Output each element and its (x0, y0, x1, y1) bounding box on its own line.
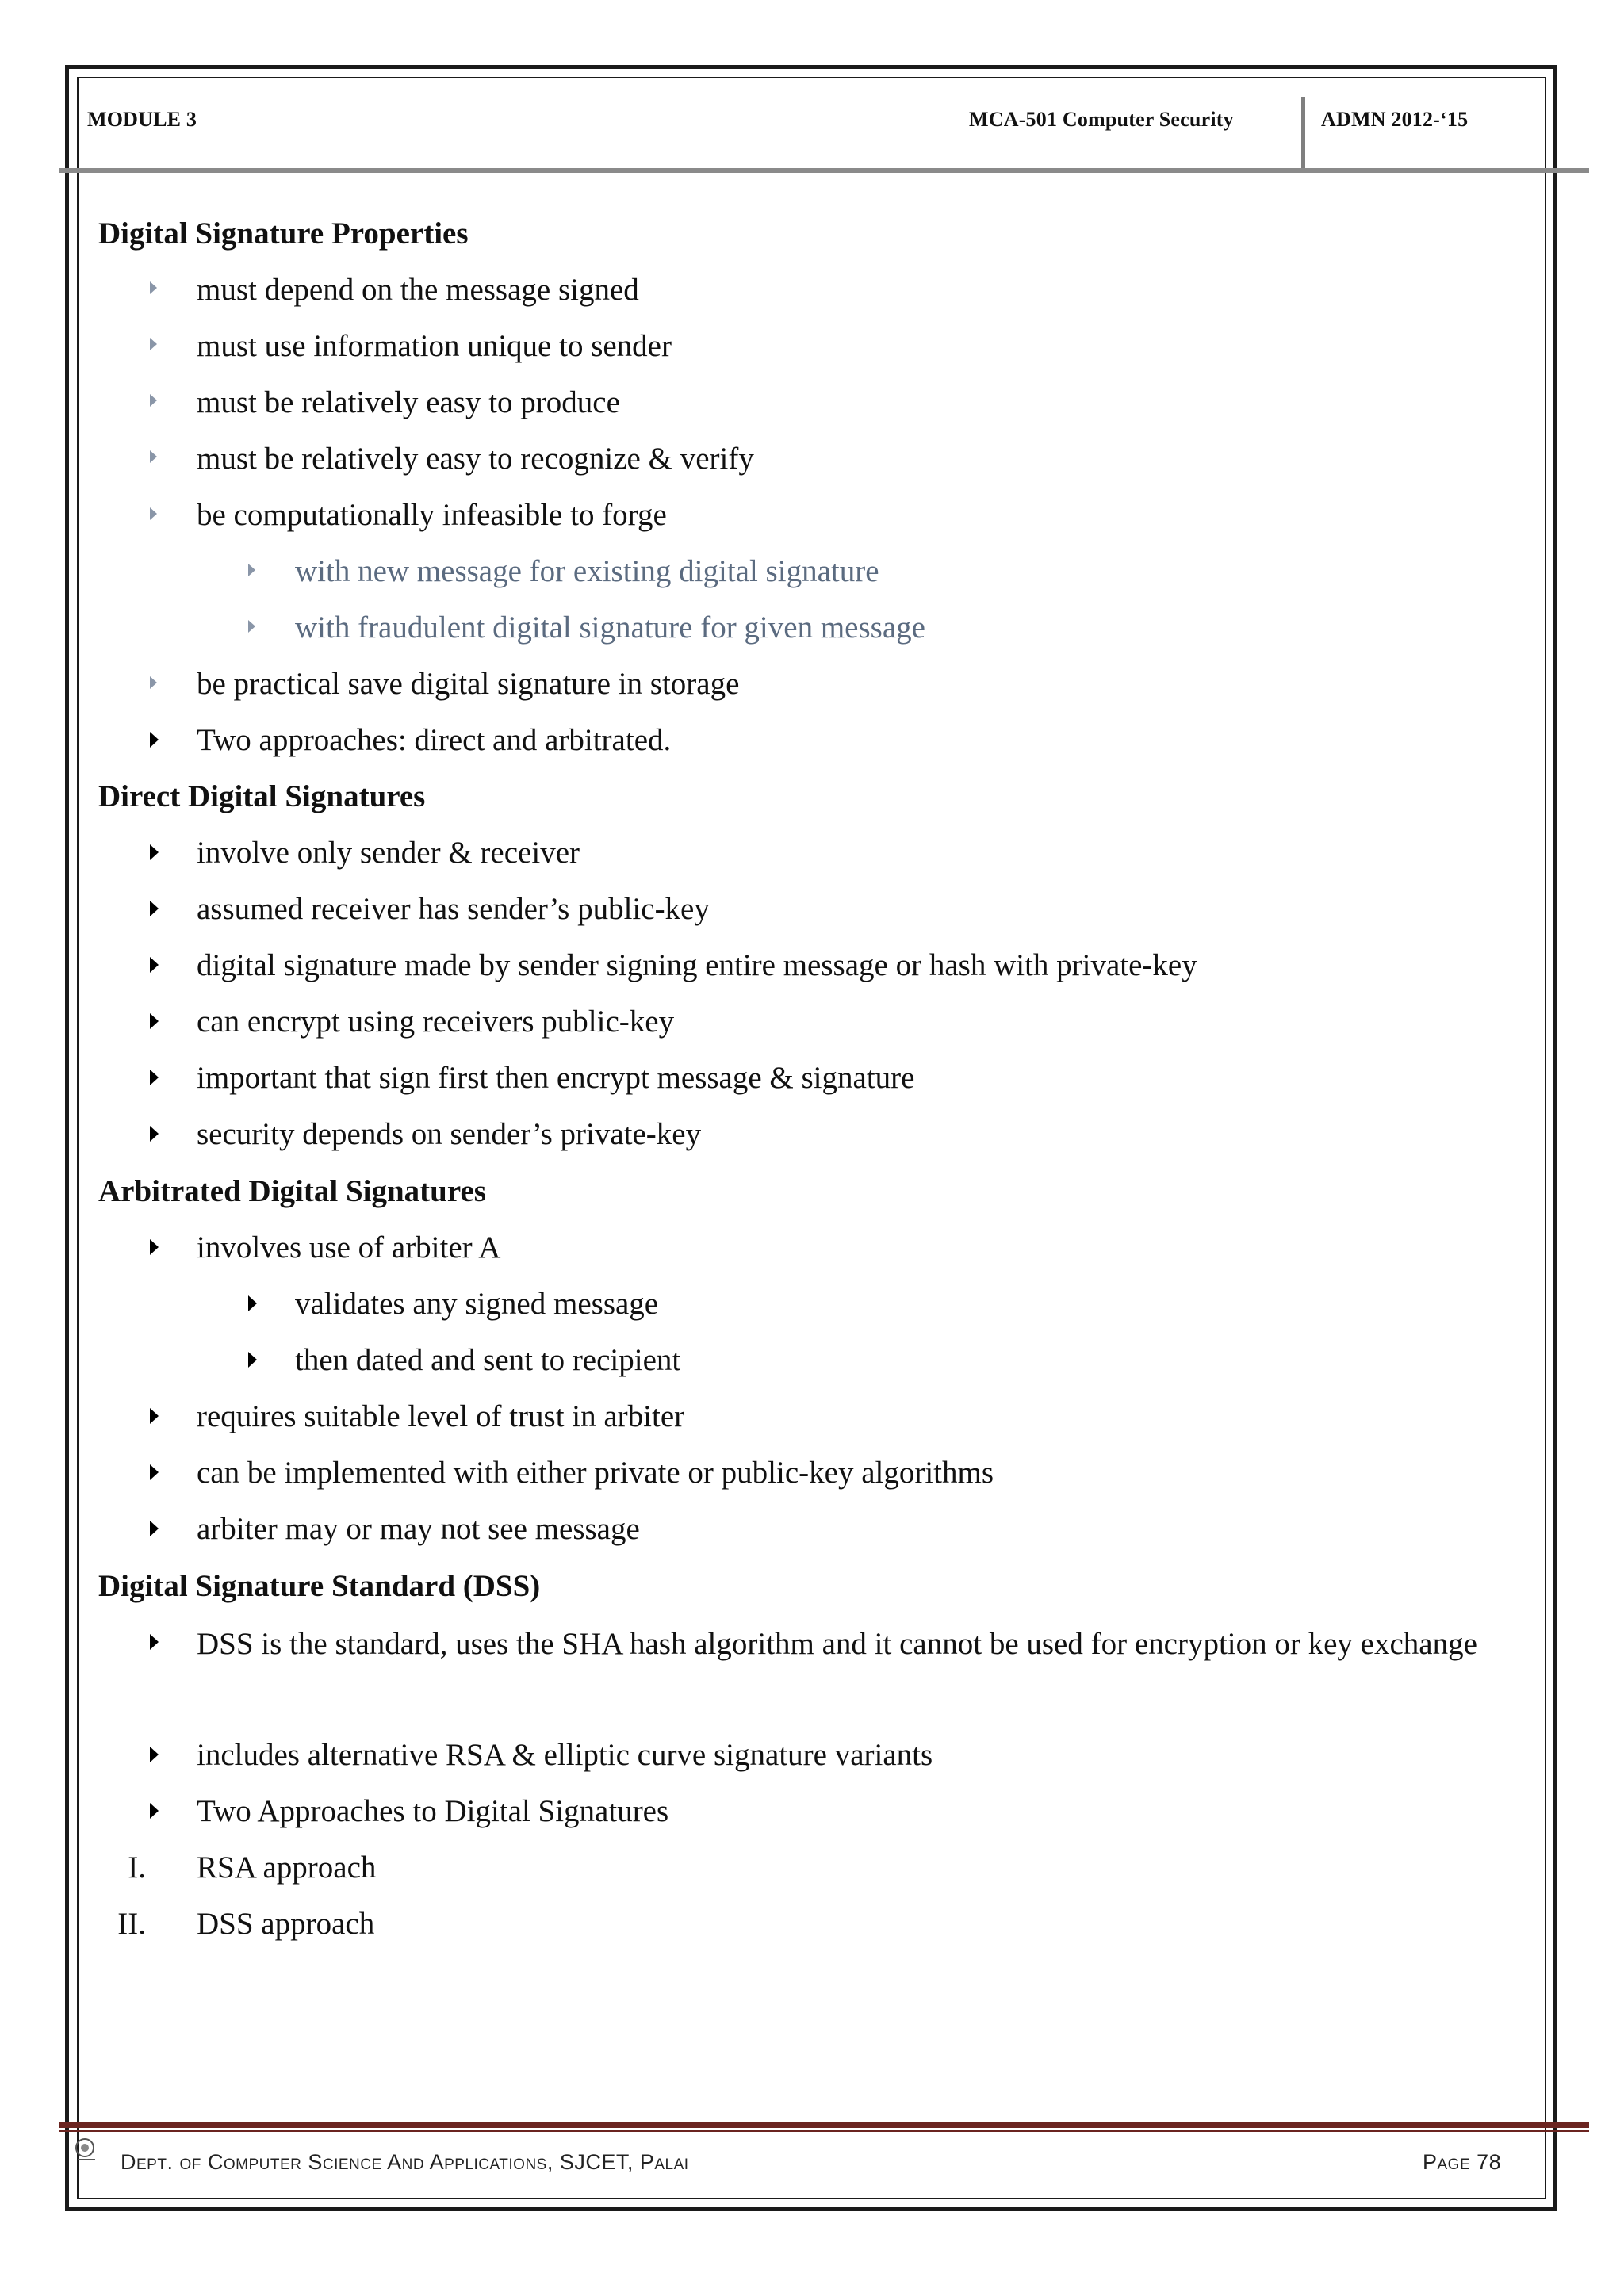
bullet-icon (248, 1295, 257, 1311)
bullet-icon (150, 957, 159, 973)
list-item: can be implemented with either private or public-key algorithms (197, 1456, 994, 1490)
list-item: requires suitable level of trust in arbiter (197, 1399, 685, 1433)
bullet-icon (150, 1239, 159, 1255)
header-module: MODULE 3 (87, 108, 197, 131)
footer-rule (59, 2122, 1589, 2128)
header-rule (59, 168, 1589, 173)
bullet-icon (150, 338, 157, 350)
bullet-icon (150, 281, 157, 294)
bullet-icon (150, 1126, 159, 1142)
list-item: must be relatively easy to produce (197, 385, 620, 419)
footer-department: Dept. of Computer Science And Applications, SJCET, Palai (121, 2150, 689, 2174)
header-batch: ADMN 2012-‘15 (1321, 108, 1469, 131)
bullet-icon (150, 1070, 159, 1085)
section-heading: Digital Signature Properties (98, 216, 469, 251)
roman-numeral: II. (117, 1907, 146, 1941)
list-item: be computationally infeasible to forge (197, 498, 667, 532)
sub-list-item: with new message for existing digital signature (295, 554, 879, 588)
sub-list-item: with fraudulent digital signature for given message (295, 610, 925, 645)
sub-list-item: then dated and sent to recipient (295, 1343, 681, 1377)
bullet-icon (248, 564, 255, 576)
footer-page-number: Page 78 (1423, 2150, 1502, 2174)
list-item: assumed receiver has sender’s public-key (197, 892, 710, 926)
list-item: must depend on the message signed (197, 273, 639, 307)
list-item: important that sign first then encrypt message & signature (197, 1061, 915, 1095)
bullet-icon (150, 1747, 159, 1762)
bullet-icon (150, 1521, 159, 1536)
list-item: arbiter may or may not see message (197, 1512, 640, 1546)
bullet-icon (150, 676, 157, 689)
list-item: must use information unique to sender (197, 329, 672, 363)
list-item: involves use of arbiter A (197, 1230, 501, 1265)
footer-rule-thin (59, 2130, 1589, 2132)
list-item: involve only sender & receiver (197, 836, 580, 870)
roman-numeral: I. (128, 1850, 146, 1885)
sub-list-item: validates any signed message (295, 1287, 659, 1321)
section-heading: Arbitrated Digital Signatures (98, 1174, 486, 1208)
list-item: includes alternative RSA & elliptic curve signature variants (197, 1738, 933, 1772)
list-item: security depends on sender’s private-key (197, 1117, 702, 1151)
section-heading: Digital Signature Standard (DSS) (98, 1569, 541, 1603)
bullet-icon (150, 844, 159, 860)
bullet-icon (248, 620, 255, 633)
bullet-icon (150, 450, 157, 463)
header-separator (1301, 97, 1305, 170)
list-item-paragraph: DSS is the standard, uses the SHA hash algorithm and it cannot be used for encryption or key exchange (197, 1627, 1477, 1661)
header-course: MCA-501 Computer Security (969, 108, 1234, 131)
list-item: be practical save digital signature in storage (197, 667, 740, 701)
bullet-icon (150, 1803, 159, 1819)
list-item: can encrypt using receivers public-key (197, 1004, 675, 1039)
list-item: must be relatively easy to recognize & verify (197, 442, 754, 476)
bullet-icon (150, 1408, 159, 1424)
list-item: Two Approaches to Digital Signatures (197, 1794, 669, 1828)
numbered-item: DSS approach (197, 1907, 375, 1941)
bullet-icon (150, 901, 159, 916)
numbered-item: RSA approach (197, 1850, 377, 1885)
bullet-icon (150, 1634, 159, 1650)
bullet-icon (150, 507, 157, 520)
section-heading: Direct Digital Signatures (98, 779, 426, 813)
bullet-icon (150, 394, 157, 407)
list-item: digital signature made by sender signing entire message or hash with private-key (197, 948, 1197, 982)
bullet-icon (248, 1352, 257, 1368)
bullet-icon (150, 1464, 159, 1480)
bullet-icon (150, 1013, 159, 1029)
college-logo-icon (73, 2136, 100, 2163)
bullet-icon (150, 732, 159, 748)
list-item: Two approaches: direct and arbitrated. (197, 723, 672, 757)
